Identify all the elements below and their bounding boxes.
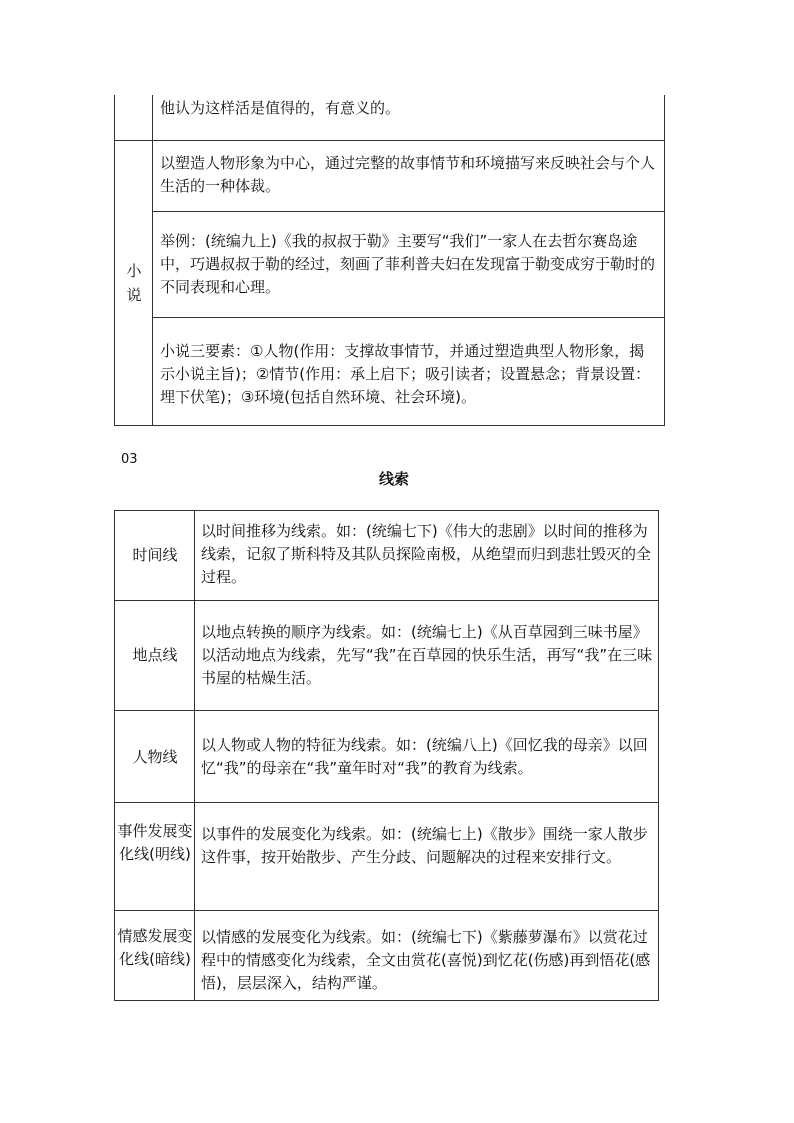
novel-example: 举例：(统编九上)《我的叔叔于勒》主要写“我们”一家人在去哲尔赛岛途中，巧遇叔叔于勒的经过，刻画了菲利普夫妇在发现富于勒变成穷于勒时的不同表现和心理。 (160, 232, 656, 296)
clue-type-label: 情感发展变化线(暗线) (117, 927, 193, 968)
novel-label-char: 说 (126, 286, 142, 304)
table2-left-border (114, 510, 115, 1001)
table1-bottom-border (114, 425, 665, 426)
clue-type-label: 事件发展变化线(明线) (117, 822, 193, 863)
table2-bottom-border (114, 1000, 659, 1001)
clue-type-label: 人物线 (132, 748, 178, 766)
section-title: 线索 (379, 470, 410, 488)
table2-right-border (658, 510, 659, 1001)
continuation-text: 他认为这样活是值得的，有意义的。 (160, 99, 401, 117)
novel-elements: 小说三要素：①人物(作用：支撑故事情节，并通过塑造典型人物形象，揭示小说主旨)；②情节(作用：承上启下；吸引读者；设置悬念；背景设置：埋下伏笔)；③环境(包括自然环境、社会环境)。 (160, 342, 651, 406)
novel-label-char: 小 (126, 262, 142, 280)
table2-row-divider (114, 600, 659, 601)
table2-top-border (114, 510, 659, 511)
table1-left-border (114, 95, 115, 426)
table1-right-border (664, 95, 665, 426)
clue-type-label: 时间线 (132, 546, 178, 564)
clue-type-label: 地点线 (132, 646, 178, 664)
table1-row-divider (114, 140, 665, 141)
table1-row-divider (152, 317, 665, 318)
table2-row-divider (114, 710, 659, 711)
clue-description: 以时间推移为线索。如：(统编七下)《伟大的悲剧》以时间的推移为线索，记叙了斯科特及其队员探险南极，从绝望而归到悲壮毁灭的全过程。 (201, 522, 652, 586)
table1-col-divider (152, 95, 153, 426)
clue-description: 以事件的发展变化为线索。如：(统编七上)《散步》围绕一家人散步这件事，按开始散步、产生分歧、问题解决的过程来安排行文。 (201, 825, 648, 866)
table2-row-divider (114, 802, 659, 803)
novel-definition: 以塑造人物形象为中心，通过完整的故事情节和环境描写来反映社会与个人生活的一种体裁。 (160, 154, 656, 195)
clue-description: 以情感的发展变化为线索。如：(统编七下)《紫藤萝瀑布》以赏花过程中的情感变化为线索，全文由赏花(喜悦)到忆花(伤感)再到悟花(感悟)，层层深入，结构严谨。 (201, 928, 651, 992)
table2-col-divider (194, 510, 195, 1001)
clue-description: 以地点转换的顺序为线索。如：(统编七上)《从百草园到三味书屋》以活动地点为线索，先写“我”在百草园的快乐生活，再写“我”在三味书屋的枯燥生活。 (201, 623, 653, 687)
clue-description: 以人物或人物的特征为线索。如：(统编八上)《回忆我的母亲》以回忆“我”的母亲在“我”童年时对“我”的教育为线索。 (201, 736, 648, 777)
table2-row-divider (114, 910, 659, 911)
table1-row-divider (152, 211, 665, 212)
section-number: 03 (121, 452, 138, 467)
